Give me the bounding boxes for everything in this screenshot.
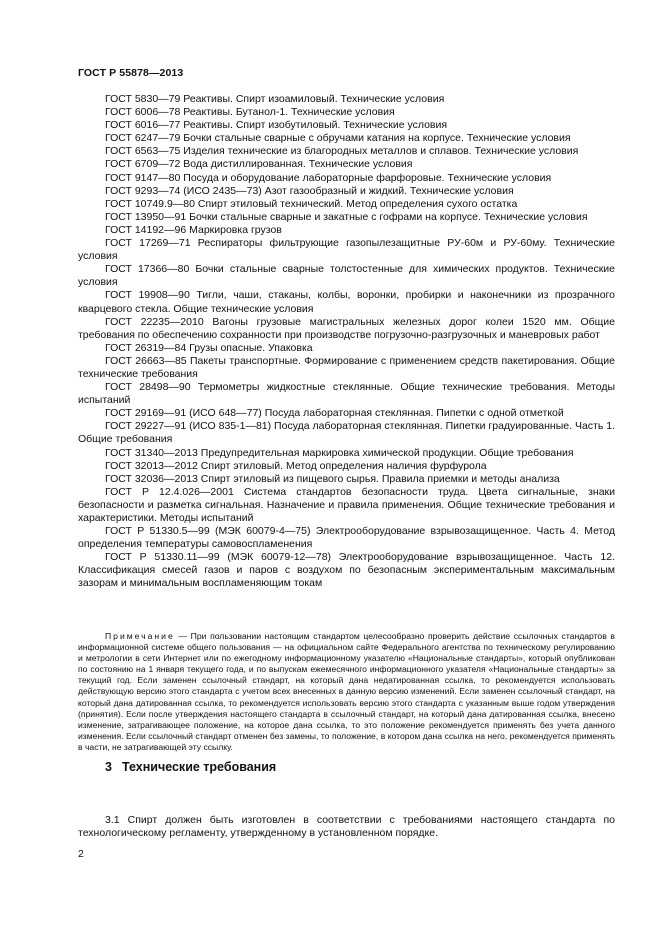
reference-item: ГОСТ Р 12.4.026—2001 Система стандартов безопасности труда. Цвета сигнальные, знаки безопасности и разметка сигнальная. Назначение и правила применения. Общие технические требования и характеристики. Методы испытаний	[78, 485, 615, 524]
note-text: — При пользовании настоящим стандартом целесообразно проверить действие ссылочных стандартов в информационной системе общего пользования — на официальном сайте Федерального агентства по техническому регулированию и метрологии в сети Интернет или по ежегодному информационному указателю «Национальные стандарты», который опубликован по состоянию на 1 января текущего года, и по выпускам ежемесячного информационного указателя «Национальные стандарты» за текущий год. Если заменен ссылочный стандарт, на который дана недатированная ссылка, то рекомендуется использовать действующую версию этого стандарта с учетом всех внесенных в данную версию изменений. Если заменен ссылочный стандарт, на который дана датированная ссылка, то рекомендуется использовать версию этого стандарта с указанным выше годом утверждения (принятия). Если после утверждения настоящего стандарта в ссылочный стандарт, на который дана датированная ссылка, внесено изменение, затрагивающее положение, на которое дана ссылка, то это положение рекомендуется применять без учета данного изменения. Если ссылочный стандарт отменен без замены, то положение, в котором дана ссылка на него, рекомендуется применять в части, не затрагивающей эту ссылку.	[78, 631, 615, 752]
reference-item: ГОСТ 9147—80 Посуда и оборудование лабораторные фарфоровые. Технические условия	[105, 171, 552, 184]
section-number: 3	[105, 760, 112, 774]
reference-item: ГОСТ 6016—77 Реактивы. Спирт изобутиловый. Технические условия	[105, 119, 448, 132]
document-header: ГОСТ Р 55878—2013	[78, 67, 184, 79]
note-paragraph	[78, 631, 615, 753]
reference-item: ГОСТ 17366—80 Бочки стальные сварные толстостенные для химических продуктов. Технические условия	[78, 263, 615, 289]
reference-item: ГОСТ 29227—91 (ИСО 835-1—81) Посуда лабораторная стеклянная. Пипетки градуированные. Часть 1. Общие требования	[78, 420, 615, 446]
reference-item: ГОСТ 29169—91 (ИСО 648—77) Посуда лабораторная стеклянная. Пипетки с одной отметкой	[105, 407, 564, 420]
reference-item: ГОСТ 6709—72 Вода дистиллированная. Технические условия	[105, 158, 413, 171]
reference-item: ГОСТ 19908—90 Тигли, чаши, стаканы, колбы, воронки, пробирки и наконечники из прозрачного кварцевого стекла. Общие технические условия	[78, 289, 615, 315]
reference-item: ГОСТ 31340—2013 Предупредительная маркировка химической продукции. Общие требования	[105, 446, 574, 459]
reference-item: ГОСТ 17269—71 Респираторы фильтрующие газопылезащитные РУ-60м и РУ-60му. Технические условия	[78, 237, 615, 263]
reference-item: ГОСТ 32013—2012 Спирт этиловый. Метод определения наличия фурфурола	[105, 459, 487, 472]
reference-item: ГОСТ 6247—79 Бочки стальные сварные с обручами катания на корпусе. Технические условия	[105, 132, 571, 145]
reference-item: ГОСТ 26663—85 Пакеты транспортные. Формирование с применением средств пакетирования. Общие технические требования	[78, 354, 615, 380]
reference-item: ГОСТ Р 51330.11—99 (МЭК 60079-12—78) Электрооборудование взрывозащищенное. Часть 12. Классификация смесей газов и паров с воздухом по безопасным экспериментальным максимальным зазорам и минимальным воспламеняющим токам	[78, 551, 615, 590]
reference-item: ГОСТ 26319—84 Грузы опасные. Упаковка	[105, 341, 313, 354]
section-title: Технические требования	[121, 760, 277, 774]
reference-item: ГОСТ 28498—90 Термометры жидкостные стеклянные. Общие технические требования. Методы испытаний	[78, 381, 615, 407]
page-number: 2	[78, 848, 84, 860]
reference-item: ГОСТ 6563—75 Изделия технические из благородных металлов и сплавов. Технические условия	[105, 145, 579, 158]
reference-item: ГОСТ 32036—2013 Спирт этиловый из пищевого сырья. Правила приемки и методы анализа	[105, 472, 560, 485]
section-heading	[105, 760, 286, 774]
normative-references-list	[78, 93, 615, 591]
note-label: Примечание	[105, 631, 175, 641]
reference-item: ГОСТ Р 51330.5—99 (МЭК 60079-4—75) Электрооборудование взрывозащищенное. Часть 4. Метод определения температуры самовоспламенения	[78, 525, 615, 551]
reference-item: ГОСТ 5830—79 Реактивы. Спирт изоамиловый. Технические условия	[105, 93, 445, 105]
clause-paragraph: 3.1 Спирт должен быть изготовлен в соответствии с требованиями настоящего стандарта по технологическому регламенту, утвержденному в установленном порядке.	[78, 814, 615, 840]
reference-item: ГОСТ 6006—78 Реактивы. Бутанол-1. Технические условия	[105, 106, 395, 119]
reference-item: ГОСТ 10749.9—80 Спирт этиловый технический. Метод определения сухого остатка	[105, 197, 518, 210]
reference-item: ГОСТ 22235—2010 Вагоны грузовые магистральных железных дорог колеи 1520 мм. Общие требования по обеспечению сохранности при производстве погрузочно-разгрузочных и маневровых работ	[78, 315, 615, 341]
reference-item: ГОСТ 14192—96 Маркировка грузов	[105, 223, 282, 236]
reference-item: ГОСТ 13950—91 Бочки стальные сварные и закатные с гофрами на корпусе. Технические условия	[105, 210, 588, 223]
reference-item: ГОСТ 9293—74 (ИСО 2435—73) Азот газообразный и жидкий. Технические условия	[105, 184, 514, 197]
